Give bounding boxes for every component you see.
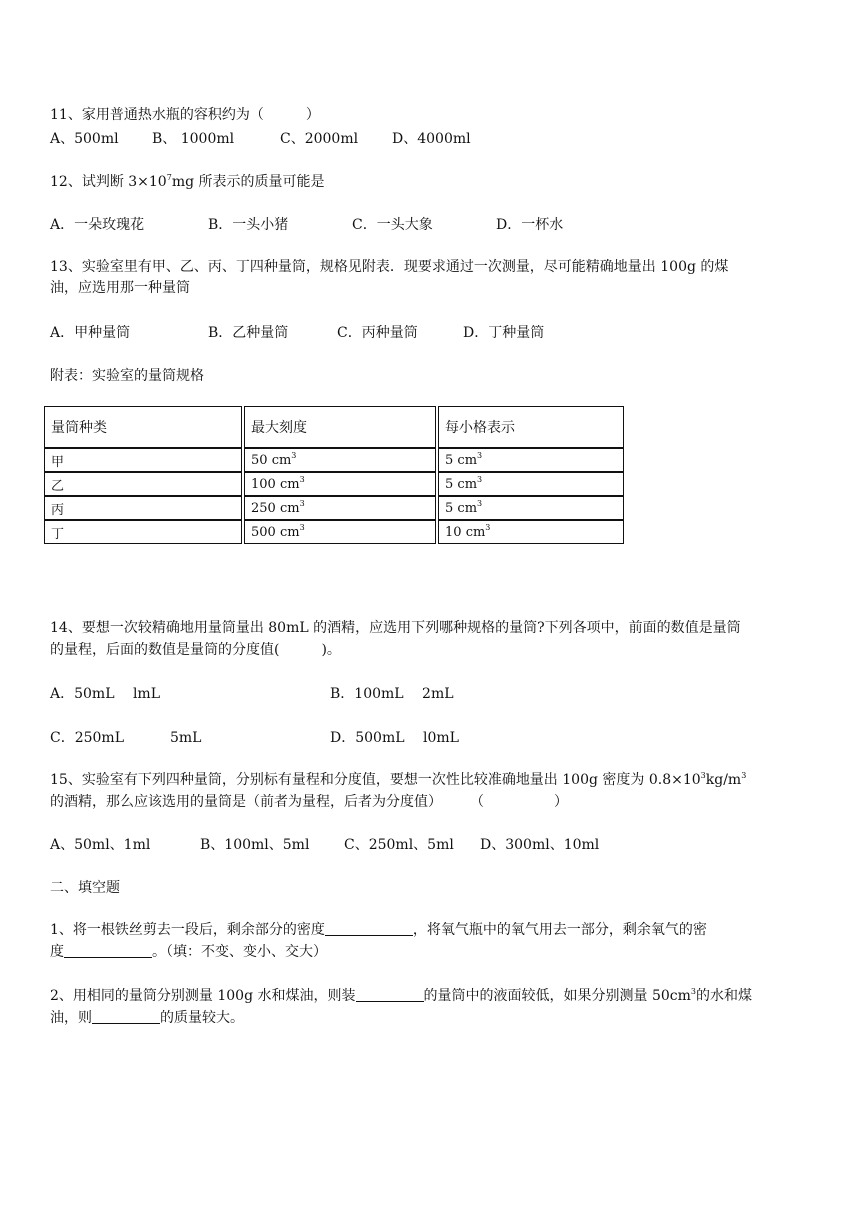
q15-stem-line2: 的酒精，那么应该选用的量筒是（前者为量程，后者为分度值） （ ）	[50, 794, 568, 810]
q15-stem-sup1: 3	[700, 771, 706, 780]
cell-max-value: 250	[251, 500, 276, 516]
q14-option-c: C．250mL	[50, 730, 125, 746]
q12-option-b: B．一头小猪	[208, 217, 289, 233]
f1-text-d: 。（填：不变、变小、交大）	[152, 944, 327, 960]
f1-blank-1	[325, 921, 413, 936]
section2-title: 二、填空题	[50, 880, 120, 896]
f1-text-b: ，将氧气瓶中的氧气用去一部分，剩余氧气的密	[412, 922, 707, 938]
q15-option-b: B、100ml、5ml	[200, 837, 310, 853]
q11-option-c: C、2000ml	[280, 131, 359, 147]
f1-line1	[50, 921, 707, 939]
f2-text-d: 油，则	[50, 1010, 92, 1026]
cell-type: 乙	[44, 472, 242, 496]
table-header-row	[44, 406, 624, 448]
q15-stem-pre: 15、实验室有下列四种量筒，分别标有量程和分度值，要想一次性比较准确地量出 100g 密度为 0.8×10	[50, 772, 701, 788]
cell-max-value: 50	[251, 452, 268, 468]
cell-max	[244, 448, 436, 472]
q13-stem-line2: 油，应选用那一种量筒	[50, 280, 190, 296]
q11-option-b: B、 1000ml	[152, 131, 235, 147]
header-max: 最大刻度	[244, 406, 436, 448]
table-row	[44, 520, 624, 544]
cell-max	[244, 496, 436, 520]
cell-division-unit-sup: 3	[477, 498, 483, 508]
f1-blank-2	[64, 943, 152, 958]
cell-division-value: 10	[445, 524, 462, 540]
cell-max-unit: cm	[271, 452, 292, 468]
f1-line2	[50, 943, 327, 961]
f2-line1	[50, 987, 752, 1005]
q11-option-a: A、500ml	[50, 131, 119, 147]
cell-division-unit: cm	[457, 500, 478, 516]
q14-option-a: A．50mL lmL	[50, 686, 160, 702]
header-type: 量筒种类	[44, 406, 242, 448]
cell-division-value: 5	[445, 476, 454, 492]
cell-division	[438, 448, 624, 472]
f2-text-c: 的水和煤	[695, 988, 752, 1004]
cell-max-unit-sup: 3	[299, 474, 305, 484]
cell-division	[438, 496, 624, 520]
q15-option-a: A、50ml、1ml	[50, 837, 151, 853]
q11-option-d: D、4000ml	[392, 131, 471, 147]
q11-stem: 11、家用普通热水瓶的容积约为（ ）	[50, 107, 320, 123]
q14-option-c-division: 5mL	[170, 730, 202, 746]
q15-option-c: C、250ml、5ml	[344, 837, 454, 853]
q15-option-d: D、300ml、10ml	[480, 837, 600, 853]
cell-type: 丙	[44, 496, 242, 520]
cell-max-unit: cm	[279, 476, 300, 492]
q15-stem-mid: kg/m	[705, 772, 742, 788]
cell-division-unit-sup: 3	[485, 522, 491, 532]
q12-option-d: D．一杯水	[496, 217, 564, 233]
table-row	[44, 496, 624, 520]
appendix-title: 附表：实验室的量筒规格	[50, 368, 204, 384]
cell-division-unit-sup: 3	[477, 474, 483, 484]
cell-max-unit-sup: 3	[299, 522, 305, 532]
cell-division-unit: cm	[457, 476, 478, 492]
q15-stem-sup2: 3	[741, 771, 747, 780]
table-row	[44, 448, 624, 472]
cell-max	[244, 520, 436, 544]
f2-sup: 3	[690, 987, 696, 996]
q12-stem-pre: 12、试判断 3×10	[50, 174, 167, 190]
cell-max-unit-sup: 3	[291, 450, 297, 460]
cell-max-unit: cm	[279, 500, 300, 516]
q13-option-c: C．丙种量筒	[337, 325, 418, 341]
q12-option-c: C．一头大象	[352, 217, 433, 233]
q12-option-a: A．一朵玫瑰花	[50, 217, 145, 233]
q15-stem-line1	[50, 771, 746, 789]
f2-blank-2	[92, 1009, 160, 1024]
f2-text-b: 的量筒中的液面较低，如果分别测量 50cm	[423, 988, 691, 1004]
cell-division	[438, 472, 624, 496]
table-row	[44, 472, 624, 496]
q12-stem-sup: 7	[166, 173, 172, 182]
cell-division-unit: cm	[457, 452, 478, 468]
cell-division-unit-sup: 3	[477, 450, 483, 460]
cell-type: 丁	[44, 520, 242, 544]
header-division: 每小格表示	[438, 406, 624, 448]
cell-max-unit: cm	[279, 524, 300, 540]
spec-table	[42, 406, 626, 544]
q12-stem	[50, 173, 325, 191]
q13-stem-line1: 13、实验室里有甲、乙、丙、丁四种量筒，规格见附表．现要求通过一次测量，尽可能精确地量出 100g 的煤	[50, 259, 729, 275]
q14-option-d: D．500mL l0mL	[330, 730, 459, 746]
cell-max-value: 500	[251, 524, 276, 540]
cell-division-value: 5	[445, 452, 454, 468]
f2-text-e: 的质量较大。	[160, 1010, 244, 1026]
cell-division-value: 5	[445, 500, 454, 516]
cell-division-unit: cm	[465, 524, 486, 540]
q14-stem-line2: 的量程，后面的数值是量筒的分度值( )。	[50, 642, 341, 658]
q13-option-d: D．丁种量筒	[463, 325, 545, 341]
f2-line2	[50, 1009, 244, 1027]
f1-text-a: 1、将一根铁丝剪去一段后，剩余部分的密度	[50, 922, 325, 938]
cell-max-unit-sup: 3	[299, 498, 305, 508]
q14-option-b: B．100mL 2mL	[330, 686, 454, 702]
q13-option-b: B．乙种量筒	[208, 325, 289, 341]
f1-text-c: 度	[50, 944, 64, 960]
f2-text-a: 2、用相同的量筒分别测量 100g 水和煤油，则装	[50, 988, 356, 1004]
cell-max	[244, 472, 436, 496]
cell-division	[438, 520, 624, 544]
cell-max-value: 100	[251, 476, 276, 492]
cell-type: 甲	[44, 448, 242, 472]
f2-blank-1	[356, 987, 424, 1002]
q12-stem-post: mg 所表示的质量可能是	[171, 174, 325, 190]
q13-option-a: A．甲种量筒	[50, 325, 131, 341]
q14-stem-line1: 14、要想一次较精确地用量筒量出 80mL 的酒精，应选用下列哪种规格的量筒?下列各项中，前面的数值是量筒	[50, 620, 741, 636]
